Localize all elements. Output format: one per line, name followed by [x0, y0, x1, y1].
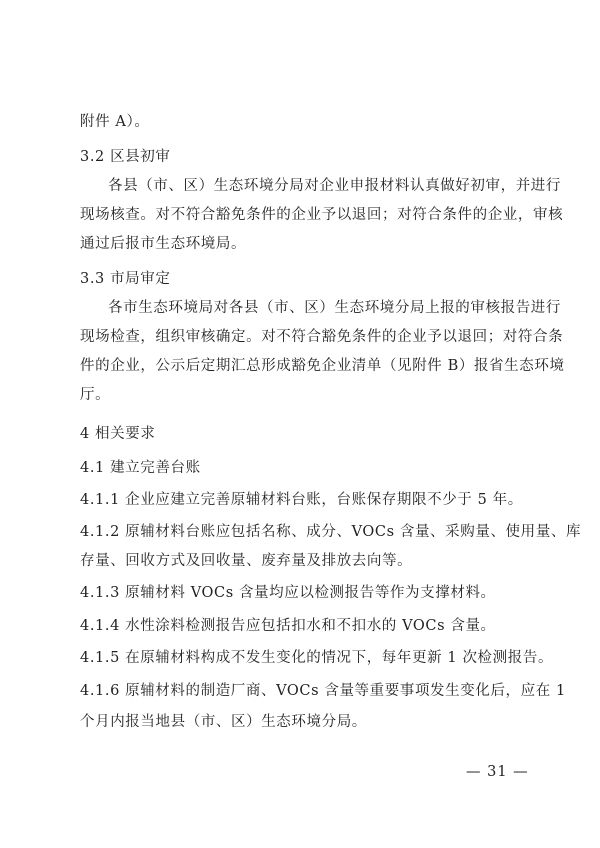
- section-heading: 4.1 建立完善台账: [80, 460, 201, 476]
- text-line: 附件 A）。: [80, 114, 150, 130]
- list-item: 4.1.3 原辅材料 VOCs 含量均应以检测报告等作为支撑材料。: [80, 585, 496, 601]
- list-item: 4.1.2 原辅材料台账应包括名称、成分、VOCs 含量、采购量、使用量、库: [80, 524, 582, 540]
- paragraph-line: 现场检查，组织审核确定。对不符合豁免条件的企业予以退回；对符合条: [80, 329, 564, 345]
- section-heading: 3.2 区县初审: [80, 149, 171, 165]
- list-item: 4.1.1 企业应建立完善原辅材料台账，台账保存期限不少于 5 年。: [80, 492, 523, 508]
- list-item: 4.1.4 水性涂料检测报告应包括扣水和不扣水的 VOCs 含量。: [80, 618, 496, 634]
- section-heading: 3.3 市局审定: [80, 271, 171, 287]
- page-number: — 31 —: [466, 764, 529, 780]
- list-item: 个月内报当地县（市、区）生态环境分局。: [80, 714, 367, 730]
- paragraph-line: 各县（市、区）生态环境分局对企业申报材料认真做好初审，并进行: [108, 178, 561, 194]
- section-heading: 4 相关要求: [80, 426, 156, 442]
- paragraph-line: 件的企业，公示后定期汇总形成豁免企业清单（见附件 B）报省生态环境: [80, 358, 565, 374]
- paragraph-line: 各市生态环境局对各县（市、区）生态环境分局上报的审核报告进行: [108, 300, 561, 316]
- list-item: 4.1.6 原辅材料的制造厂商、VOCs 含量等重要事项发生变化后，应在 1: [80, 683, 566, 699]
- paragraph-line: 现场核查。对不符合豁免条件的企业予以退回；对符合条件的企业，审核: [80, 207, 564, 223]
- list-item: 4.1.5 在原辅材料构成不发生变化的情况下，每年更新 1 次检测报告。: [80, 650, 554, 666]
- list-item: 存量、回收方式及回收量、废弃量及排放去向等。: [80, 553, 413, 569]
- paragraph-line: 厅。: [80, 387, 111, 403]
- paragraph-line: 通过后报市生态环境局。: [80, 236, 247, 252]
